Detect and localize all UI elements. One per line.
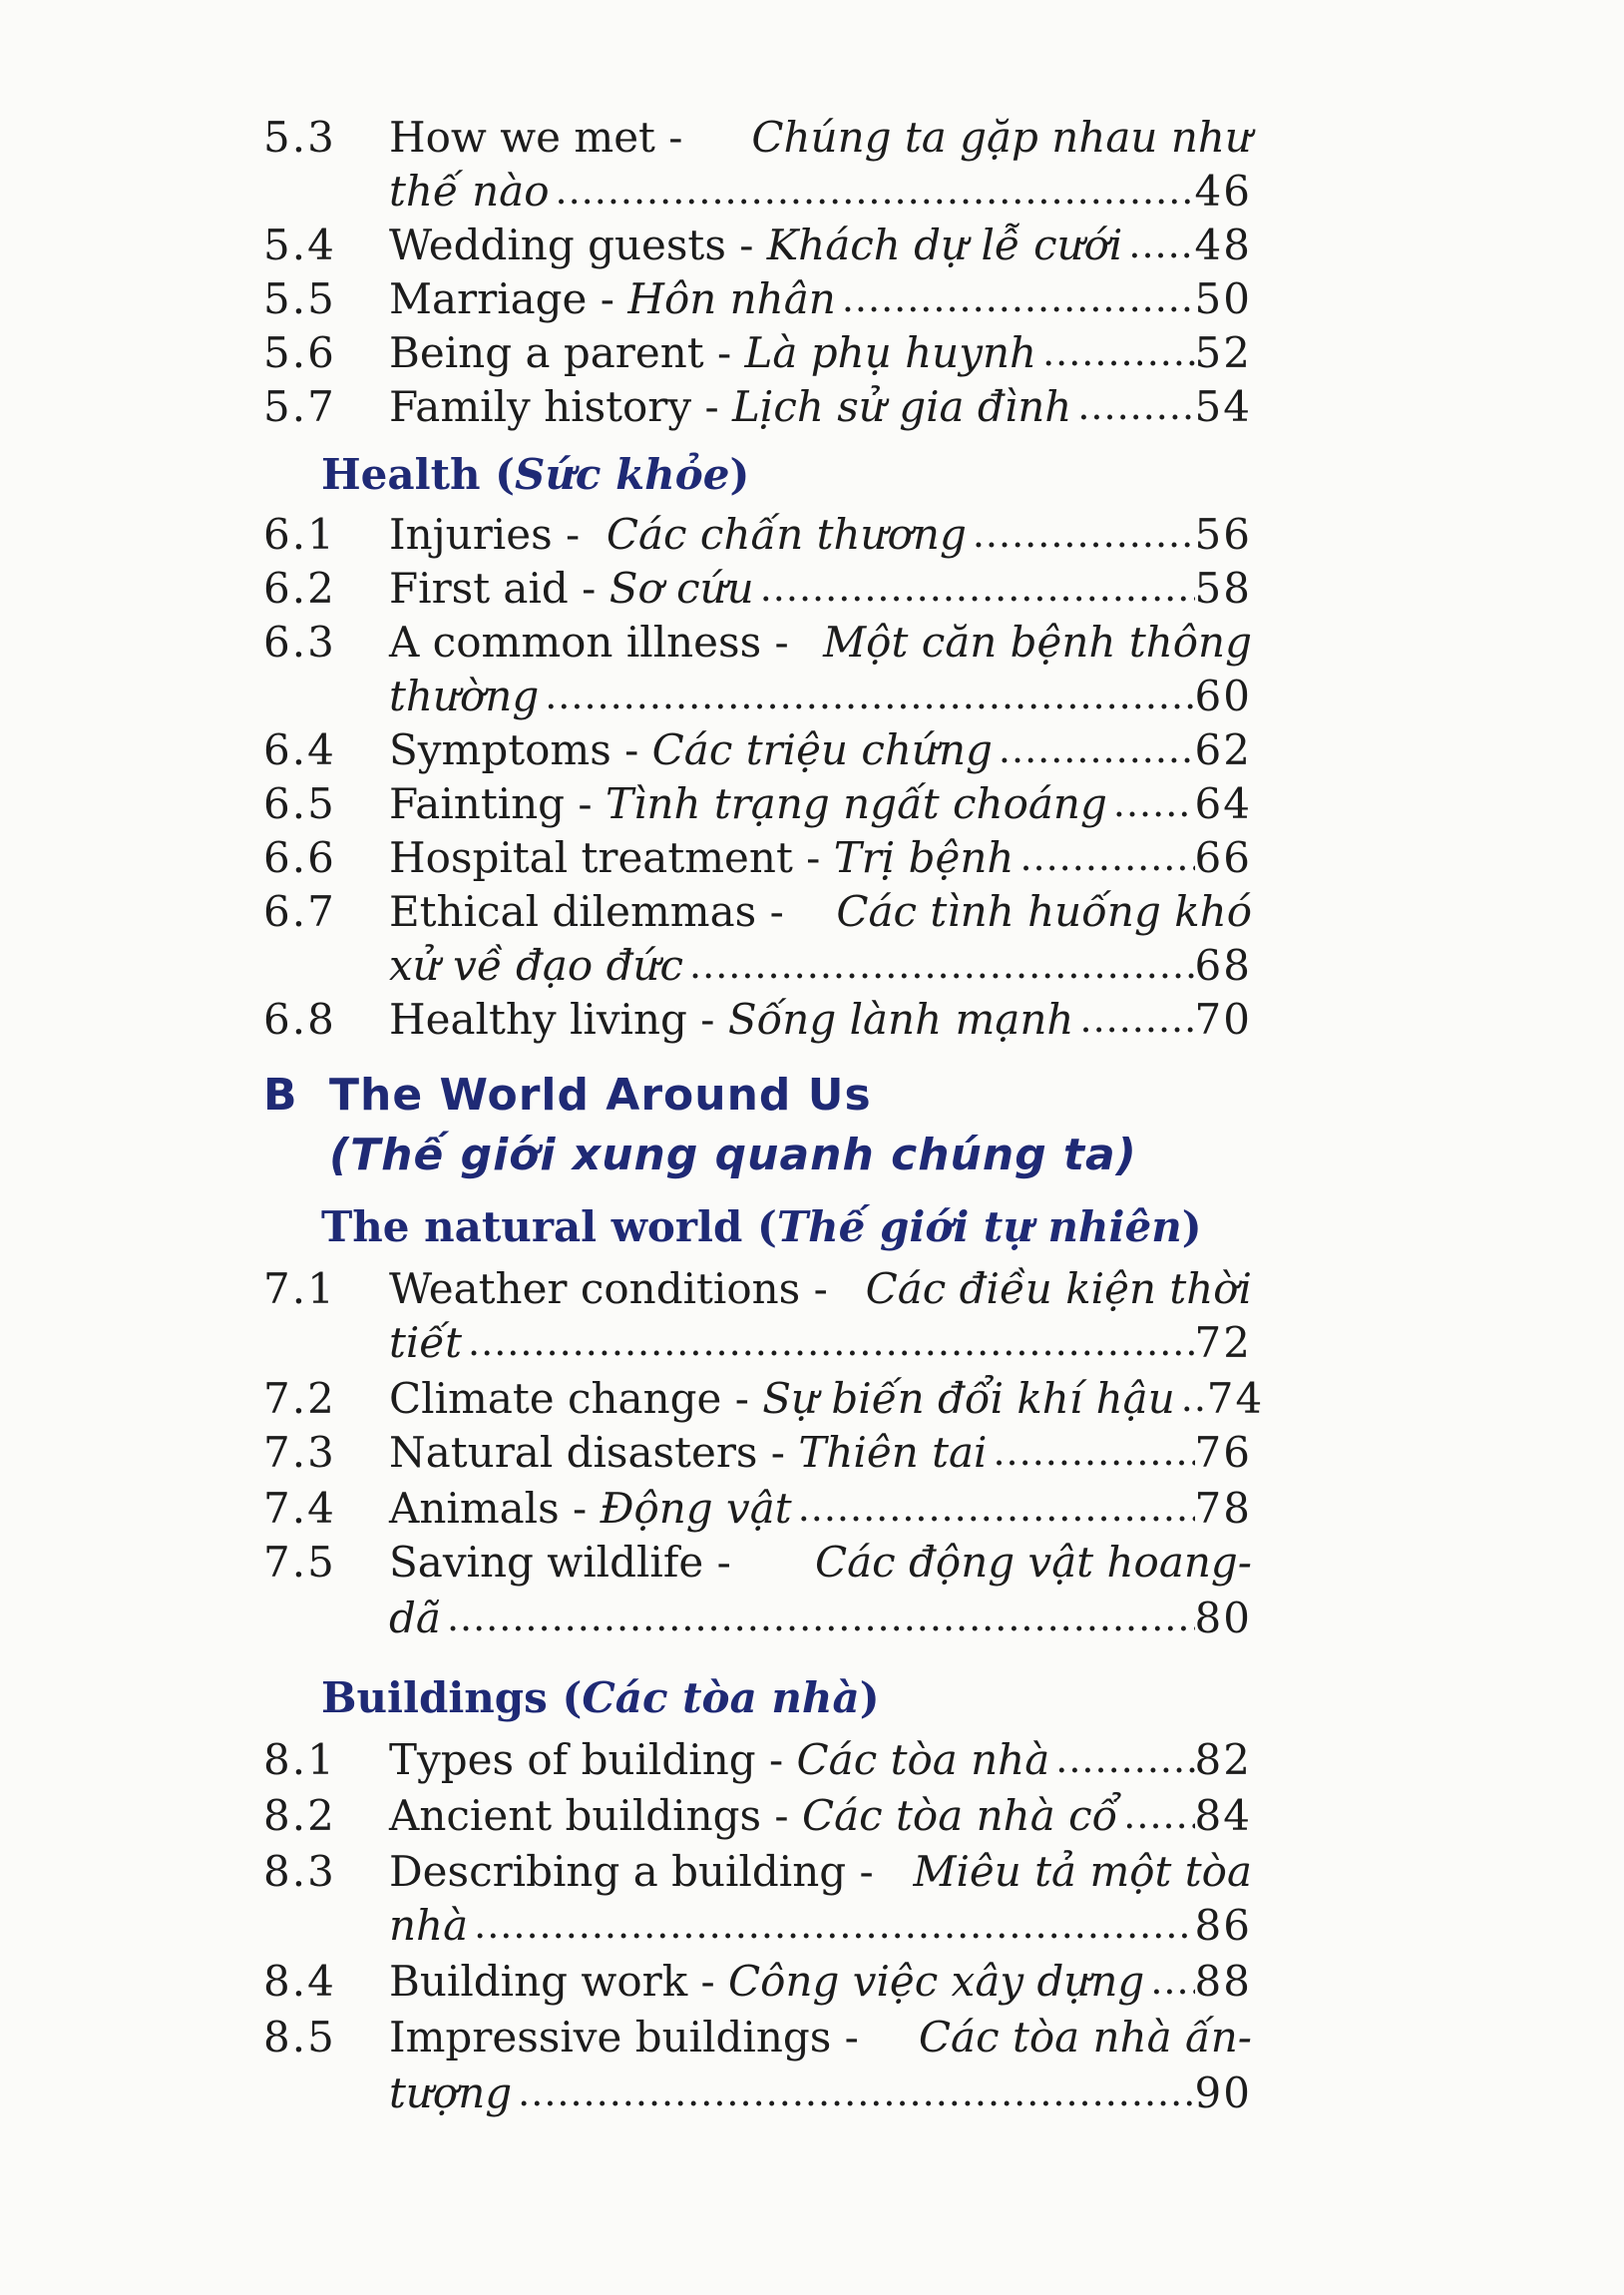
entry-title-vi: Các tình huống khó bbox=[836, 887, 1252, 936]
entry-title-vi: Các tòa nhà cổ bbox=[801, 1791, 1118, 1840]
section-heading-health bbox=[321, 445, 749, 505]
toc-entry-5-7[interactable] bbox=[263, 379, 1253, 435]
page-number: 90 bbox=[1194, 2068, 1252, 2117]
toc-entry-6-8[interactable] bbox=[263, 992, 1253, 1048]
entry-title-vi: Chúng ta gặp nhau như bbox=[751, 113, 1252, 162]
entry-number: 6.2 bbox=[263, 564, 336, 613]
entry-line bbox=[389, 325, 1252, 381]
entry-line bbox=[389, 164, 1252, 220]
entry-number: 7.3 bbox=[263, 1428, 336, 1477]
dot-leader bbox=[1122, 218, 1194, 273]
heading-close: ) bbox=[1181, 1202, 1202, 1251]
entry-number: 6.5 bbox=[263, 779, 336, 828]
entry-line bbox=[389, 1788, 1252, 1844]
entry-title-vi: Lịch sử gia đình bbox=[732, 382, 1072, 431]
entry-number: 5.5 bbox=[263, 274, 336, 323]
dot-leader bbox=[468, 1898, 1194, 1954]
heading-vi: Sức khỏe bbox=[515, 450, 730, 499]
entry-line bbox=[389, 776, 1252, 832]
page-number: 48 bbox=[1194, 221, 1252, 269]
toc-entry-7-2[interactable] bbox=[263, 1371, 1265, 1427]
entry-number: 8.5 bbox=[263, 2013, 336, 2062]
entry-line bbox=[389, 669, 1252, 724]
toc-entry-8-3-cont[interactable] bbox=[263, 1898, 1253, 1954]
entry-title-vi: Là phụ huynh bbox=[744, 328, 1037, 377]
entry-title-vi: Các triệu chứng bbox=[651, 725, 993, 774]
entry-title-en: How we met - bbox=[389, 113, 696, 162]
entry-line bbox=[389, 1844, 1252, 1900]
page-number: 64 bbox=[1194, 779, 1252, 828]
toc-entry-5-3[interactable] bbox=[263, 110, 1253, 166]
dot-leader bbox=[441, 1591, 1195, 1646]
entry-title-vi: Sống lành mạnh bbox=[727, 995, 1074, 1044]
page-number: 82 bbox=[1194, 1735, 1252, 1784]
entry-line bbox=[389, 2010, 1252, 2066]
dot-leader bbox=[462, 1315, 1195, 1371]
heading-vi: Thế giới tự nhiên bbox=[776, 1202, 1182, 1251]
entry-title-vi: Các chấn thương bbox=[606, 510, 967, 559]
entry-line bbox=[389, 2066, 1252, 2121]
toc-entry-6-3[interactable] bbox=[263, 615, 1253, 671]
dot-leader bbox=[1014, 830, 1194, 886]
dot-leader bbox=[550, 164, 1195, 220]
entry-line bbox=[389, 1315, 1252, 1371]
part-b-subtitle: (Thế giới xung quanh chúng ta) bbox=[329, 1130, 1137, 1180]
entry-title-en: Animals - bbox=[389, 1484, 601, 1533]
entry-line bbox=[389, 110, 1252, 166]
page-number: 74 bbox=[1206, 1374, 1265, 1423]
entry-line bbox=[389, 884, 1252, 940]
entry-title-en: Family history - bbox=[389, 382, 732, 431]
entry-title-vi: Các động vật hoang- bbox=[814, 1538, 1252, 1587]
entry-title-en: Wedding guests - bbox=[389, 221, 767, 269]
entry-line bbox=[389, 1898, 1252, 1954]
dot-leader bbox=[1144, 1954, 1194, 2010]
dot-leader bbox=[792, 1481, 1195, 1537]
entry-line bbox=[389, 1535, 1252, 1591]
entry-title-en: Being a parent - bbox=[389, 328, 745, 377]
entry-number: 8.3 bbox=[263, 1847, 336, 1896]
toc-entry-8-1[interactable] bbox=[263, 1732, 1253, 1788]
toc-entry-7-1[interactable] bbox=[263, 1261, 1253, 1317]
toc-entry-6-7[interactable] bbox=[263, 884, 1253, 940]
heading-en: Buildings ( bbox=[321, 1673, 583, 1722]
heading-vi: Các tòa nhà bbox=[582, 1673, 860, 1722]
entry-title-en: Describing a building - bbox=[389, 1847, 888, 1896]
dot-leader bbox=[1071, 379, 1194, 435]
entry-title-vi: Một căn bệnh thông bbox=[823, 618, 1252, 667]
entry-line bbox=[389, 615, 1252, 671]
toc-entry-7-5-cont[interactable] bbox=[263, 1591, 1253, 1646]
toc-entry-6-1[interactable] bbox=[263, 507, 1253, 563]
entry-title-vi: Các tòa nhà ấn- bbox=[918, 2013, 1252, 2062]
toc-entry-7-4[interactable] bbox=[263, 1481, 1253, 1537]
page-number: 78 bbox=[1194, 1484, 1252, 1533]
dot-leader bbox=[683, 938, 1195, 994]
entry-title-en: Healthy living - bbox=[389, 995, 728, 1044]
entry-title-vi: Các điều kiện thời bbox=[865, 1264, 1252, 1313]
page-number: 54 bbox=[1194, 382, 1252, 431]
entry-title-en: Weather conditions - bbox=[389, 1264, 842, 1313]
entry-title-vi-cont: xử về đạo đức bbox=[389, 941, 684, 990]
page-number: 72 bbox=[1194, 1318, 1252, 1367]
heading-close: ) bbox=[729, 450, 750, 499]
page-number: 52 bbox=[1194, 328, 1252, 377]
entry-title-vi: Khách dự lễ cưới bbox=[766, 221, 1123, 269]
page-number: 46 bbox=[1194, 167, 1252, 216]
dot-leader bbox=[993, 722, 1195, 778]
section-heading-buildings bbox=[321, 1668, 880, 1728]
entry-line bbox=[389, 379, 1252, 435]
entry-number: 6.1 bbox=[263, 510, 336, 559]
entry-title-en: Fainting - bbox=[389, 779, 606, 828]
entry-number: 6.6 bbox=[263, 833, 336, 882]
entry-title-en: First aid - bbox=[389, 564, 609, 613]
entry-line bbox=[389, 1732, 1252, 1788]
entry-number: 6.8 bbox=[263, 995, 336, 1044]
entry-title-en: Building work - bbox=[389, 1957, 729, 2006]
entry-number: 5.6 bbox=[263, 328, 336, 377]
entry-title-vi-cont: thế nào bbox=[389, 167, 550, 216]
entry-title-en: A common illness - bbox=[389, 618, 803, 667]
page-number: 66 bbox=[1194, 833, 1252, 882]
entry-title-en: Saving wildlife - bbox=[389, 1538, 745, 1587]
dot-leader bbox=[987, 1425, 1194, 1481]
entry-title-vi-cont: tượng bbox=[389, 2068, 513, 2117]
entry-line bbox=[389, 271, 1252, 327]
entry-title-vi: Miêu tả một tòa bbox=[913, 1847, 1252, 1896]
entry-line bbox=[389, 722, 1252, 778]
toc-entry-8-2[interactable] bbox=[263, 1788, 1253, 1844]
entry-title-vi-cont: nhà bbox=[389, 1901, 469, 1950]
toc-entry-6-6[interactable] bbox=[263, 830, 1253, 886]
dot-leader bbox=[1117, 1788, 1194, 1844]
entry-line bbox=[389, 1954, 1252, 2010]
toc-entry-7-3[interactable] bbox=[263, 1425, 1253, 1481]
entry-title-vi: Tình trạng ngất choáng bbox=[605, 779, 1107, 828]
entry-title-en: Types of building - bbox=[389, 1735, 797, 1784]
entry-title-en: Hospital treatment - bbox=[389, 833, 834, 882]
entry-title-vi: Hôn nhân bbox=[627, 274, 836, 323]
dot-leader bbox=[836, 271, 1195, 327]
toc-entry-6-2[interactable] bbox=[263, 561, 1253, 617]
page-number: 88 bbox=[1194, 1957, 1252, 2006]
toc-entry-6-5[interactable] bbox=[263, 776, 1253, 832]
entry-title-vi: Công việc xây dựng bbox=[728, 1957, 1145, 2006]
entry-line bbox=[389, 1261, 1252, 1317]
entry-number: 5.7 bbox=[263, 382, 336, 431]
heading-en: The natural world ( bbox=[321, 1202, 777, 1251]
dot-leader bbox=[1107, 776, 1195, 832]
entry-title-en: Marriage - bbox=[389, 274, 628, 323]
entry-line bbox=[389, 1481, 1252, 1537]
entry-number: 5.3 bbox=[263, 113, 336, 162]
entry-line bbox=[389, 1425, 1252, 1481]
entry-title-en: Symptoms - bbox=[389, 725, 652, 774]
entry-line bbox=[389, 1371, 1265, 1427]
entry-title-vi: Thiên tai bbox=[798, 1428, 988, 1477]
page-number: 80 bbox=[1194, 1594, 1252, 1642]
entry-title-en: Ethical dilemmas - bbox=[389, 887, 798, 936]
entry-title-en: Injuries - bbox=[389, 510, 607, 559]
entry-title-vi: Sơ cứu bbox=[609, 564, 754, 613]
toc-entry-6-7-cont[interactable] bbox=[263, 938, 1253, 994]
entry-number: 8.1 bbox=[263, 1735, 336, 1784]
part-b-heading bbox=[263, 1064, 872, 1128]
entry-number: 7.2 bbox=[263, 1374, 336, 1423]
dot-leader bbox=[512, 2066, 1194, 2121]
entry-title-vi: Trị bệnh bbox=[833, 833, 1015, 882]
page-number: 84 bbox=[1194, 1791, 1252, 1840]
dot-leader bbox=[1073, 992, 1194, 1048]
section-heading-natural-world bbox=[321, 1197, 1202, 1257]
heading-close: ) bbox=[859, 1673, 880, 1722]
page-number: 68 bbox=[1194, 941, 1252, 990]
entry-title-vi-cont: dã bbox=[389, 1594, 441, 1642]
toc-entry-8-5-cont[interactable] bbox=[263, 2066, 1253, 2121]
entry-title-vi-cont: thường bbox=[389, 672, 540, 720]
entry-title-vi: Sự biến đổi khí hậu bbox=[762, 1374, 1175, 1423]
page-number: 56 bbox=[1194, 510, 1252, 559]
entry-number: 6.4 bbox=[263, 725, 336, 774]
toc-entry-8-5[interactable] bbox=[263, 2010, 1253, 2066]
toc-entry-5-4[interactable] bbox=[263, 218, 1253, 273]
entry-title-en: Natural disasters - bbox=[389, 1428, 799, 1477]
entry-title-vi-cont: tiết bbox=[389, 1318, 463, 1367]
part-title: The World Around Us bbox=[329, 1070, 872, 1121]
dot-leader bbox=[539, 669, 1194, 724]
entry-number: 7.1 bbox=[263, 1264, 336, 1313]
toc-entry-6-4[interactable] bbox=[263, 722, 1253, 778]
toc-entry-5-6[interactable] bbox=[263, 325, 1253, 381]
toc-entry-5-5[interactable] bbox=[263, 271, 1253, 327]
entry-line bbox=[389, 561, 1252, 617]
entry-line bbox=[389, 938, 1252, 994]
page-number: 76 bbox=[1194, 1428, 1252, 1477]
part-letter: B bbox=[263, 1070, 298, 1121]
page-number: 60 bbox=[1194, 672, 1252, 720]
toc-entry-6-3-cont[interactable] bbox=[263, 669, 1253, 724]
toc-entry-7-5[interactable] bbox=[263, 1535, 1253, 1591]
toc-entry-5-3-cont[interactable] bbox=[263, 164, 1253, 220]
dot-leader bbox=[754, 561, 1195, 617]
entry-number: 8.2 bbox=[263, 1791, 336, 1840]
toc-entry-8-4[interactable] bbox=[263, 1954, 1253, 2010]
page-number: 70 bbox=[1194, 995, 1252, 1044]
dot-leader bbox=[1036, 325, 1194, 381]
entry-line bbox=[389, 218, 1252, 273]
entry-line bbox=[389, 992, 1252, 1048]
entry-number: 8.4 bbox=[263, 1957, 336, 2006]
heading-en: Health ( bbox=[321, 450, 516, 499]
entry-title-vi: Các tòa nhà bbox=[796, 1735, 1050, 1784]
entry-title-vi: Động vật bbox=[600, 1484, 792, 1533]
dot-leader bbox=[1175, 1371, 1207, 1427]
page-number: 86 bbox=[1194, 1901, 1252, 1950]
toc-entry-8-3[interactable] bbox=[263, 1844, 1253, 1900]
entry-title-en: Climate change - bbox=[389, 1374, 763, 1423]
entry-number: 6.7 bbox=[263, 887, 336, 936]
toc-entry-7-1-cont[interactable] bbox=[263, 1315, 1253, 1371]
entry-title-en: Ancient buildings - bbox=[389, 1791, 802, 1840]
entry-number: 6.3 bbox=[263, 618, 336, 667]
page-number: 50 bbox=[1194, 274, 1252, 323]
dot-leader bbox=[967, 507, 1195, 563]
entry-number: 5.4 bbox=[263, 221, 336, 269]
page-number: 62 bbox=[1194, 725, 1252, 774]
dot-leader bbox=[1049, 1732, 1194, 1788]
page-number: 58 bbox=[1194, 564, 1252, 613]
entry-number: 7.5 bbox=[263, 1538, 336, 1587]
entry-line bbox=[389, 830, 1252, 886]
entry-title-en: Impressive buildings - bbox=[389, 2013, 873, 2062]
entry-number: 7.4 bbox=[263, 1484, 336, 1533]
entry-line bbox=[389, 1591, 1252, 1646]
entry-line bbox=[389, 507, 1252, 563]
